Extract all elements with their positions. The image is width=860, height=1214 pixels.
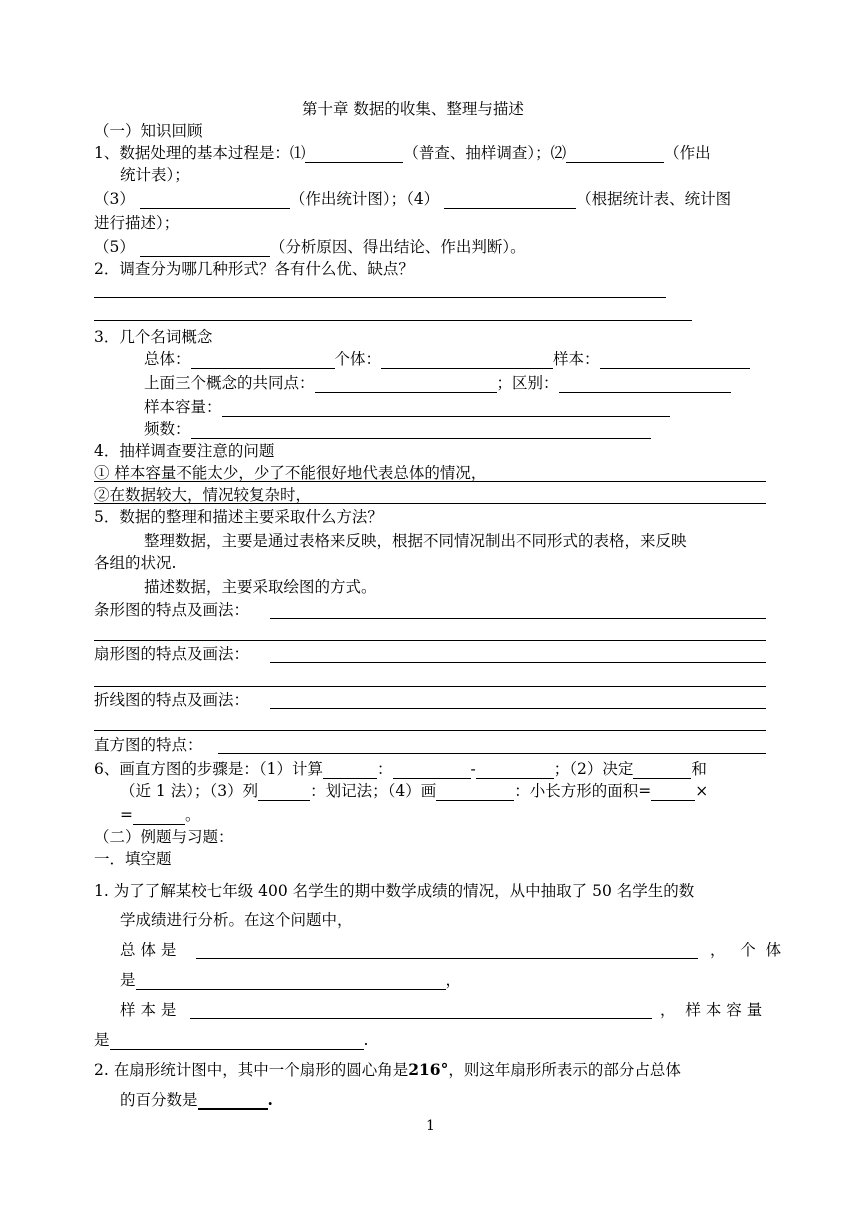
q2-question: 2．调查分为哪几种形式？各有什么优、缺点？ xyxy=(94,260,414,278)
blank[interactable] xyxy=(559,376,731,393)
q4-point2: ②在数据较大，情况较复杂时， xyxy=(94,486,312,504)
q5-para2: 描述数据，主要采取绘图的方式。 xyxy=(144,578,377,596)
blank[interactable] xyxy=(191,422,651,439)
ex1-line2: 学成绩进行分析。在这个问题中， xyxy=(120,911,353,929)
page-number: 1 xyxy=(426,1118,435,1134)
answer-line[interactable] xyxy=(218,753,766,754)
blank[interactable] xyxy=(305,146,403,163)
q6-line1: 6、画直方图的步骤是：（1）计算 ： - ；（2）决定 和 xyxy=(94,760,707,778)
answer-line[interactable] xyxy=(94,640,766,641)
blank[interactable] xyxy=(633,762,691,779)
ex1-sample-size-label: ， 样 本 容 量 xyxy=(660,1001,763,1019)
q4-point1: ① 样本容量不能太少，少了不能很好地代表总体的情况， xyxy=(94,464,487,482)
histogram-label: 直方图的特点： xyxy=(94,736,203,754)
ex1-sample-label: 样 本 是 xyxy=(120,1001,177,1019)
answer-line[interactable] xyxy=(94,686,766,687)
q1-line4: 进行描述）； xyxy=(94,214,180,232)
answer-line[interactable] xyxy=(270,662,766,663)
q3-row3: 样本容量： xyxy=(144,397,670,417)
ex2-line2: 的百分数是 . xyxy=(120,1090,273,1109)
q1-line1: 1、数据处理的基本过程是：⑴ （普查、抽样调查）；⑵ （作出 xyxy=(94,144,711,162)
q4-title: 4．抽样调查要注意的问题 xyxy=(94,442,275,460)
fill-in-heading: 一．填空题 xyxy=(94,850,172,868)
blank[interactable] xyxy=(258,784,310,801)
q1-line5: （5） （分析原因、得出结论、作出判断）。 xyxy=(94,238,526,256)
blank[interactable] xyxy=(110,1033,364,1050)
ex1-line1: 1. 为了了解某校七年级 400 名学生的期中数学成绩的情况，从中抽取了 50 名学生的数 xyxy=(94,882,695,900)
answer-line[interactable] xyxy=(94,730,766,731)
answer-line[interactable] xyxy=(270,618,766,619)
blank[interactable] xyxy=(140,192,290,209)
section-heading-exercises: （二）例题与习题： xyxy=(94,828,234,846)
line-chart-label: 折线图的特点及画法： xyxy=(94,691,250,709)
pie-chart-label: 扇形图的特点及画法： xyxy=(94,645,250,663)
ex1-individual-answer: 是 ， xyxy=(120,971,462,989)
answer-line[interactable] xyxy=(270,708,766,709)
answer-line[interactable] xyxy=(94,503,766,504)
blank[interactable] xyxy=(566,146,664,163)
q5-title: 5．数据的整理和描述主要采取什么方法？ xyxy=(94,508,383,526)
blank[interactable] xyxy=(381,352,553,369)
q1-line2: 统计表）； xyxy=(120,166,190,184)
answer-line[interactable] xyxy=(94,297,666,298)
blank[interactable] xyxy=(133,808,185,825)
q1-line3: （3） （作出统计图）；（4） （根据统计表、统计图 xyxy=(94,190,732,208)
blank[interactable] xyxy=(600,352,750,369)
q5-para1-cont: 各组的状况. xyxy=(94,554,177,572)
blank[interactable] xyxy=(323,762,377,779)
blank[interactable] xyxy=(198,1092,268,1110)
q6-line2: （近 1 法）；（3）列 ：划记法；（4）画 ：小长方形的面积= × xyxy=(120,782,709,800)
blank[interactable] xyxy=(651,784,695,801)
ex2-line1: 2. 在扇形统计图中，其中一个扇形的圆心角是216°，则这年扇形所表示的部分占总体 xyxy=(94,1060,681,1079)
q3-row4: 频数： xyxy=(144,419,651,439)
q3-row2: 上面三个概念的共同点： ；区别： xyxy=(144,373,731,393)
blank[interactable] xyxy=(140,240,270,257)
section-heading-review: （一）知识回顾 xyxy=(94,122,203,140)
blank[interactable] xyxy=(444,192,576,209)
q3-title: 3．几个名词概念 xyxy=(94,328,213,346)
ex1-individual-label: ， 个 体 xyxy=(710,941,782,959)
q6-line3: = 。 xyxy=(120,806,201,824)
answer-line[interactable] xyxy=(94,481,766,482)
bar-chart-label: 条形图的特点及画法： xyxy=(94,601,250,619)
blank[interactable] xyxy=(436,784,514,801)
page-title: 第十章 数据的收集、整理与描述 xyxy=(302,100,524,118)
blank[interactable] xyxy=(393,762,471,779)
q5-para1: 整理数据，主要是通过表格来反映，根据不同情况制出不同形式的表格，来反映 xyxy=(144,532,687,550)
blank[interactable] xyxy=(315,376,497,393)
answer-line[interactable] xyxy=(94,320,692,321)
answer-line[interactable] xyxy=(190,1018,652,1019)
answer-line[interactable] xyxy=(196,958,698,959)
blank[interactable] xyxy=(191,352,335,369)
ex1-total-label: 总 体 是 xyxy=(120,941,177,959)
blank[interactable] xyxy=(222,400,670,417)
q3-row1: 总体： 个体： 样本： xyxy=(144,349,750,369)
blank[interactable] xyxy=(476,762,554,779)
ex1-sample-size-answer: 是 . xyxy=(94,1031,369,1049)
blank[interactable] xyxy=(136,973,446,990)
